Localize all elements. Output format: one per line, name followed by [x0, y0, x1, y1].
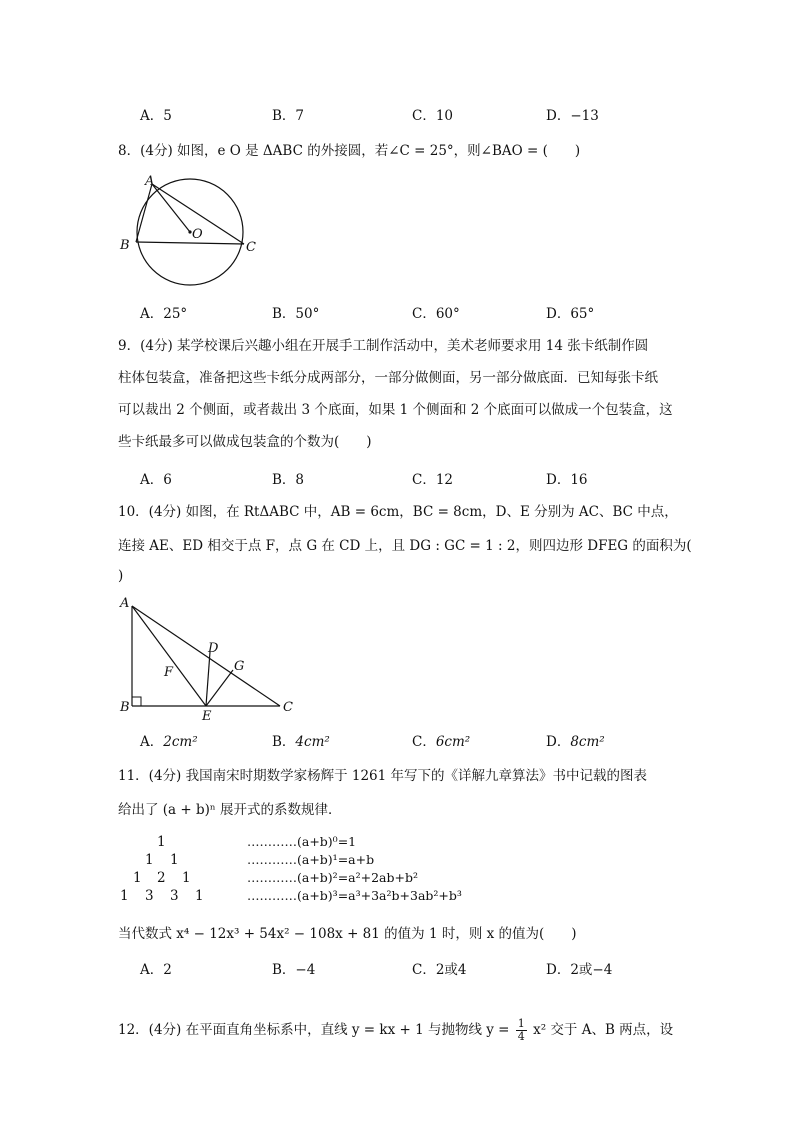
label-e: E	[202, 709, 212, 724]
label-a: A	[145, 174, 155, 189]
q11-option-b: B．−4	[272, 962, 316, 978]
q10-line-2: 连接 AE、ED 相交于点 F，点 G 在 CD 上，且 DG : GC = 1 : 2，则四边形 DFEG 的面积为(	[118, 538, 692, 554]
right-angle-mark	[132, 697, 141, 706]
segment-eg	[206, 670, 233, 706]
segment-ed	[206, 652, 210, 706]
label-a: A	[120, 596, 130, 611]
expansion-0: …………(a+b)⁰=1	[247, 834, 357, 849]
q10-option-a: A．2cm²	[140, 734, 198, 750]
q8-circle-figure	[112, 168, 272, 288]
q12-suffix: x² 交于 A、B 两点，设	[533, 1022, 674, 1038]
triangle-row-2-item: 1	[133, 870, 142, 886]
q9-line-1: 9．(4分) 某学校课后兴趣小组在开展手工制作活动中，美术老师要求用 14 张卡纸制作圆	[118, 338, 649, 354]
triangle-row-3-item: 3	[170, 888, 179, 904]
q9-line-2: 柱体包装盒，准备把这些卡纸分成两部分，一部分做侧面，另一部分做底面．已知每张卡纸	[118, 370, 658, 386]
triangle-row-2-item: 2	[157, 870, 166, 886]
q11-line-2: 给出了 (a + b)ⁿ 展开式的系数规律．	[118, 802, 342, 818]
q11-option-d: D．2或−4	[546, 962, 613, 978]
q9-option-a: A．6	[140, 472, 172, 488]
triangle-row-2-item: 1	[182, 870, 191, 886]
q7-option-b: B．7	[272, 108, 305, 124]
q12-prefix: 12．(4分) 在平面直角坐标系中，直线 y = kx + 1 与抛物线 y =	[118, 1022, 510, 1038]
q9-line-4: 些卡纸最多可以做成包装盒的个数为( )	[118, 434, 372, 450]
q10-line-3: )	[118, 568, 124, 584]
label-d: D	[208, 641, 219, 656]
triangle-row-3-item: 3	[145, 888, 154, 904]
q8-stem: 8．(4分) 如图，e O 是 ΔABC 的外接圆，若∠C = 25°，则∠BAO = ( )	[118, 143, 581, 159]
q10-option-c: C．6cm²	[412, 734, 471, 750]
q9-line-3: 可以裁出 2 个侧面，或者裁出 3 个底面，如果 1 个侧面和 2 个底面可以做成一个包装盒，这	[118, 402, 673, 418]
triangle-row-3-item: 1	[195, 888, 204, 904]
triangle-row-3-item: 1	[120, 888, 129, 904]
q11-line-1: 11．(4分) 我国南宋时期数学家杨辉于 1261 年写下的《详解九章算法》书中记载的图表	[118, 768, 648, 784]
q12-fraction	[516, 1018, 527, 1043]
q11-question: 当代数式 x⁴ − 12x³ + 54x² − 108x + 81 的值为 1 时，则 x 的值为( )	[118, 926, 577, 942]
q8-option-a: A．25°	[140, 306, 188, 322]
segment-bc	[136, 242, 244, 244]
q9-option-c: C．12	[412, 472, 454, 488]
q10-option-d: D．8cm²	[546, 734, 605, 750]
triangle-row-1-item: 1	[170, 852, 179, 868]
q12-line-1	[118, 1018, 673, 1043]
segment-ae	[132, 606, 206, 706]
q8-option-c: C．60°	[412, 306, 460, 322]
expansion-2: …………(a+b)²=a²+2ab+b²	[247, 870, 418, 885]
q9-option-b: B．8	[272, 472, 305, 488]
fraction-denominator: 4	[517, 1030, 525, 1043]
q8-option-b: B．50°	[272, 306, 320, 322]
q7-option-d: D．−13	[546, 108, 599, 124]
label-f: F	[164, 665, 174, 680]
triangle-row-1-item: 1	[145, 852, 154, 868]
q11-option-c: C．2或4	[412, 962, 467, 978]
q9-option-d: D．16	[546, 472, 588, 488]
q7-option-c: C．10	[412, 108, 454, 124]
label-b: B	[120, 700, 130, 715]
expansion-3: …………(a+b)³=a³+3a²b+3ab²+b³	[247, 888, 462, 903]
triangle-row-0-item: 1	[157, 834, 166, 850]
label-c: C	[283, 700, 293, 715]
q11-option-a: A．2	[140, 962, 172, 978]
label-o: O	[192, 227, 203, 242]
q10-line-1: 10．(4分) 如图，在 RtΔABC 中，AB = 6cm，BC = 8cm，D、E 分别为 AC、BC 中点，	[118, 504, 678, 520]
segment-ac	[132, 606, 280, 706]
segment-ao	[152, 184, 190, 232]
label-g: G	[234, 659, 245, 674]
q10-option-b: B．4cm²	[272, 734, 330, 750]
label-b: B	[120, 238, 130, 253]
q7-option-a: A．5	[140, 108, 172, 124]
fraction-numerator: 1	[517, 1017, 525, 1030]
q8-option-d: D．65°	[546, 306, 595, 322]
expansion-1: …………(a+b)¹=a+b	[247, 852, 375, 867]
segment-ab	[136, 184, 152, 242]
q10-triangle-figure	[112, 590, 302, 726]
label-c: C	[246, 240, 256, 255]
